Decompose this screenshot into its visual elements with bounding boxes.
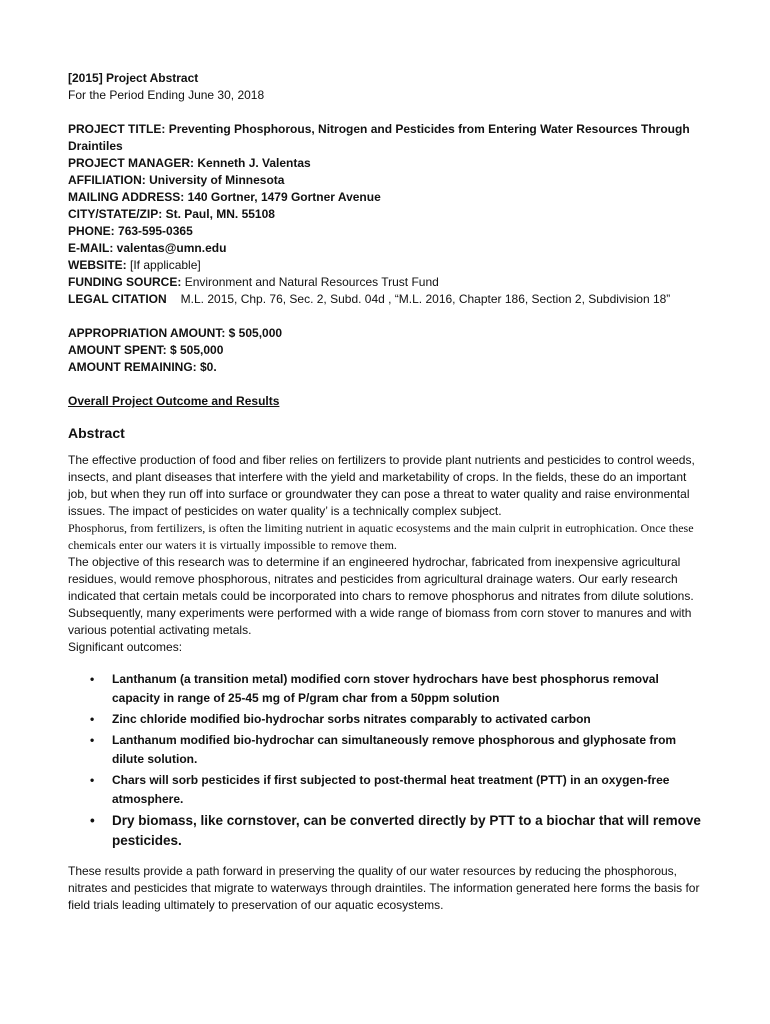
phone-line xyxy=(68,223,708,240)
list-item xyxy=(90,731,708,769)
funding-source-label: FUNDING SOURCE: xyxy=(68,275,182,289)
affiliation-line xyxy=(68,172,708,189)
email-label: E-MAIL: xyxy=(68,241,114,255)
city-state-zip-label: CITY/STATE/ZIP: xyxy=(68,207,163,221)
amount-remaining: AMOUNT REMAINING: $0. xyxy=(68,360,217,374)
phone-value: 763-595-0365 xyxy=(118,224,193,238)
outcome-text: Zinc chloride modified bio-hydrochar sorbs nitrates comparably to activated carbon xyxy=(112,712,591,726)
project-title-line xyxy=(68,121,708,155)
amount-spent: AMOUNT SPENT: $ 505,000 xyxy=(68,343,224,357)
period-line: For the Period Ending June 30, 2018 xyxy=(68,88,265,102)
bullet-icon: • xyxy=(90,672,95,686)
legal-citation-line xyxy=(68,291,708,308)
mailing-address-value: 140 Gortner, 1479 Gortner Avenue xyxy=(187,190,381,204)
appropriation-amount: APPROPRIATION AMOUNT: $ 505,000 xyxy=(68,326,283,340)
project-manager-value: Kenneth J. Valentas xyxy=(197,156,311,170)
abstract-title: [2015] Project Abstract xyxy=(68,71,199,85)
project-manager-label: PROJECT MANAGER: xyxy=(68,156,195,170)
abstract-paragraph-3: The objective of this research was to determine if an engineered hydrochar, fabricated from inexpensive agricultural residues, would remove phosphorous, nitrates and pesticides from agricultural drainage waters. Our early research indicated that certain metals could be incorporated into chars to remove phosphorus and nitrates from dilute solutions. Subsequently, many experiments were performed with a wide range of biomass from corn stover to manures and with various potential activating metals. xyxy=(68,555,694,637)
affiliation-value: University of Minnesota xyxy=(149,173,285,187)
outcome-text: Lanthanum modified bio-hydrochar can simultaneously remove phosphorous and glyphosate from dilute solution. xyxy=(112,733,677,766)
closing-paragraph: These results provide a path forward in preserving the quality of our water resources by reducing the phosphorous, nitrates and pesticides that migrate to waterways through draintiles. The information generated here forms the basis for field trials leading ultimately to preservation of our aquatic ecosystems. xyxy=(68,864,700,912)
outcome-text: Chars will sorb pesticides if first subjected to post-thermal heat treatment (PTT) in an oxygen-free atmosphere. xyxy=(112,773,670,806)
list-item xyxy=(90,771,708,809)
document-page xyxy=(68,70,708,926)
project-title-value: Preventing Phosphorous, Nitrogen and Pesticides from Entering Water Resources Through Draintiles xyxy=(68,122,690,153)
list-item xyxy=(90,670,708,708)
city-state-zip-line xyxy=(68,206,708,223)
spacer xyxy=(68,376,708,393)
project-title-label: PROJECT TITLE: xyxy=(68,122,166,136)
website-value: [If applicable] xyxy=(130,258,201,272)
funding-source-value: Environment and Natural Resources Trust Fund xyxy=(184,275,439,289)
abstract-heading: Abstract xyxy=(68,425,125,441)
funding-source-line xyxy=(68,274,708,291)
outcome-text: Lanthanum (a transition metal) modified corn stover hydrochars have best phosphorus removal capacity in range of 25-45 mg of P/gram char from a 50ppm solution xyxy=(112,672,659,705)
list-item xyxy=(90,710,708,729)
website-label: WEBSITE: xyxy=(68,258,127,272)
abstract-paragraph-2: Phosphorus, from fertilizers, is often the limiting nutrient in aquatic ecosystems and the main culprit in eutrophication. Once these chemicals enter our waters it is virtually impossible to remove them. xyxy=(68,521,694,552)
legal-citation-label: LEGAL CITATION xyxy=(68,292,167,306)
project-manager-line xyxy=(68,155,708,172)
abstract-paragraph-1: The effective production of food and fiber relies on fertilizers to provide plant nutrients and pesticides to control weeds, insects, and plant diseases that interfere with the yield and marketability of crops. In the fields, these do an important job, but when they run off into surface or groundwater they can pose a threat to water quality and raise environmental issues. The impact of pesticides on water quality’ is a technically complex subject. xyxy=(68,453,695,518)
affiliation-label: AFFILIATION: xyxy=(68,173,146,187)
bullet-icon: • xyxy=(90,813,95,828)
outcomes-list xyxy=(68,670,708,851)
email-line xyxy=(68,240,708,257)
bullet-icon: • xyxy=(90,733,95,747)
list-item xyxy=(90,811,708,851)
legal-citation-value: M.L. 2015, Chp. 76, Sec. 2, Subd. 04d , “M.L. 2016, Chapter 186, Section 2, Subdivision 18” xyxy=(180,292,671,306)
spacer xyxy=(68,104,708,121)
spacer xyxy=(68,308,708,325)
mailing-address-line xyxy=(68,189,708,206)
outcome-text: Dry biomass, like cornstover, can be converted directly by PTT to a biochar that will remove pesticides. xyxy=(112,813,701,848)
website-line xyxy=(68,257,708,274)
city-state-zip-value: St. Paul, MN. 55108 xyxy=(165,207,275,221)
outcome-heading: Overall Project Outcome and Results xyxy=(68,394,280,408)
phone-label: PHONE: xyxy=(68,224,115,238)
abstract-paragraph-4: Significant outcomes: xyxy=(68,640,183,654)
bullet-icon: • xyxy=(90,712,95,726)
email-value: valentas@umn.edu xyxy=(116,241,227,255)
bullet-icon: • xyxy=(90,773,95,787)
mailing-address-label: MAILING ADDRESS: xyxy=(68,190,185,204)
